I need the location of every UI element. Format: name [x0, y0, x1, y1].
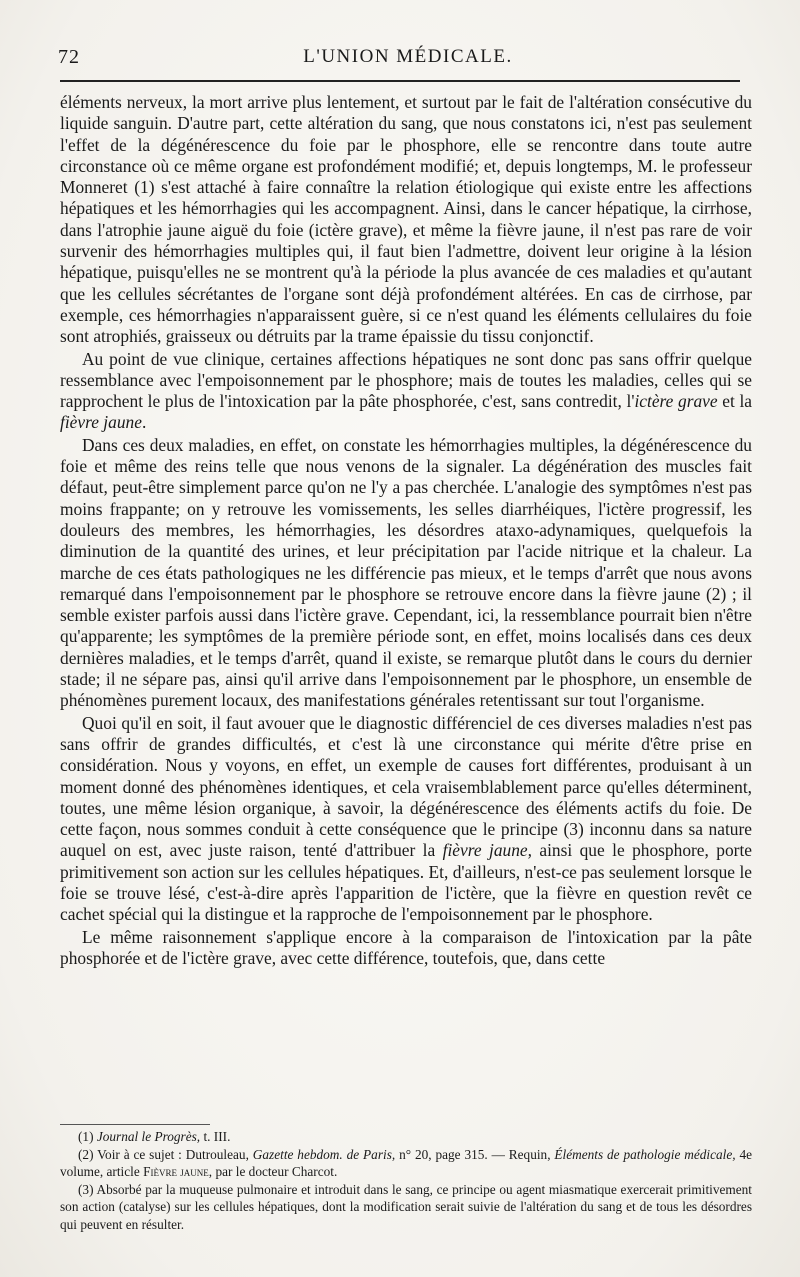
footnote-2-gazette: Gazette hebdom. de Paris,	[252, 1146, 396, 1162]
footnote-1	[60, 1128, 752, 1146]
footnote-1-volume: t. III.	[200, 1129, 231, 1144]
footnotes	[60, 1128, 752, 1233]
paragraph-1: éléments nerveux, la mort arrive plus lentement, et surtout par le fait de l'altération consécutive du liquide sanguin. D'autre part, cette altération du sang, que nous constatons ici, n'est pas seulement l'effet de la dégénérescence du foie par le phosphore, elle se rencontre dans toute autre circonstance où ce même organe est profondément modifié; et, depuis longtemps, M. le professeur Monneret (1) s'est attaché à faire connaître la relation étiologique qui existe entre les affections hépatiques et les hémorrhagies qui les accompagnent. Ainsi, dans le cancer hépatique, la cirrhose, dans l'atrophie jaune aiguë du foie (ictère grave), et même la fièvre jaune, il n'est pas rare de voir survenir des hémorrhagies multiples qui, il faut bien l'admettre, doivent leur origine à la lésion hépatique, puisqu'elles ne se montrent qu'à la période la plus avancée de ces maladies et qu'autant que les cellules sécrétantes de l'organe sont déjà profondément altérées. En cas de cirrhose, par exemple, ces hémorrhagies n'apparaissent guère, si ce n'est quand les éléments cellulaires du foie sont atrophiés, graisseux ou détruits par la trame épaissie du tissu conjonctif.	[60, 92, 752, 347]
footnote-2	[60, 1146, 752, 1181]
body-text	[60, 92, 752, 969]
paragraph-2-text-b: et la	[717, 391, 752, 412]
footnote-2-text-d: , par le docteur Charcot.	[208, 1164, 338, 1179]
paragraph-2-text-c: .	[141, 412, 147, 433]
footnote-1-marker: (1)	[78, 1129, 97, 1144]
paragraph-2-text-a: Au point de vue clinique, certaines affections hépatiques ne sont donc pas sans offrir quelque ressemblance avec l'empoisonnement par le phosphore; mais de toutes les maladies, celles qui se rapprochent le plus de l'intoxication par la pâte phosphorée, c'est, sans contredit, l'	[60, 348, 752, 412]
footnote-3: (3) Absorbé par la muqueuse pulmonaire et introduit dans le sang, ce principe ou agent miasmatique exercerait primitivement son action (catalyse) sur les cellules hépatiques, dont la modification serait suivie de l'altération du sang et de tous les désordres qui peuvent en résulter.	[60, 1181, 752, 1232]
paragraph-4-text-b: ainsi que le phosphore, porte primitivement son action sur les cellules hépatiques. Et, d'ailleurs, n'est-ce pas seulement lorsque le foie se trouve lésé, c'est-à-dire après l'apparition de l'ictère, que la fièvre en question revêt ce cachet spécial qui la distingue et la rapproche de l'empoisonnement par le phosphore.	[60, 840, 752, 925]
footnote-rule	[60, 1124, 210, 1125]
paragraph-2	[60, 349, 752, 434]
paragraph-4-text-a: Quoi qu'il en soit, il faut avouer que le diagnostic différenciel de ces diverses maladies n'est pas sans offrir de grandes difficultés, et c'est là une circonstance qui mérite d'être prise en considération. Nous y voyons, en effet, un exemple de causes fort différentes, produisant à un moment donné des phénomènes identiques, et cela vraisemblablement parce qu'elles déterminent, toutes, une même lésion organique, à savoir, la dégénérescence des éléments actifs du foie. De cette façon, nous sommes conduit à cette conséquence que le principe (3) inconnu dans sa nature auquel on est, avec juste raison, tenté d'attribuer la	[60, 712, 752, 861]
running-title: L'UNION MÉDICALE.	[303, 46, 513, 67]
page-number: 72	[58, 46, 80, 68]
paragraph-4	[60, 713, 752, 926]
paragraph-3: Dans ces deux maladies, en effet, on constate les hémorrhagies multiples, la dégénérescence du foie et même des reins telle que nous venons de la signaler. La dégénération des muscles fait défaut, peut-être simplement parce qu'on ne l'y a pas cherchée. L'analogie des symptômes n'est pas moins frappante; on y retrouve les vomissements, les selles diarrhéiques, l'ictère progressif, les douleurs des membres, les hémorrhagies, les désordres ataxo-adynamiques, quelquefois la diminution de la quantité des urines, et leur précipitation par l'acide nitrique et la chaleur. La marche de ces états pathologiques ne les différencie pas mieux, et le temps d'arrêt que nous avons remarqué dans l'empoisonnement par le phosphore se retrouve encore dans la fièvre jaune (2) ; il semble exister parfois aussi dans l'ictère grave. Cependant, ici, la ressemblance pourrait bien n'être qu'apparente; les symptômes de la première période sont, en effet, moins localisés dans ces deux dernières maladies, et le temps d'arrêt, quand il existe, se remarque plutôt dans le cours du dernier stade; il ne sépare pas, ainsi qu'il arrive dans l'empoisonnement par le phosphore, un ensemble de phénomènes purement locaux, des manifestations générales retentissant sur tout l'organisme.	[60, 434, 752, 711]
footnote-2-elements: Éléments de pathologie médicale,	[554, 1146, 736, 1162]
footnote-1-journal: Journal le Progrès,	[96, 1129, 201, 1144]
paragraph-2-italic-icterus: ictère grave	[634, 391, 718, 412]
header-rule	[60, 80, 740, 82]
footnote-2-text-a: (2) Voir à ce sujet : Dutrouleau,	[78, 1146, 253, 1162]
footnote-2-text-c: 4e volume, article	[60, 1146, 753, 1179]
paragraph-2-italic-yellow-fever: fièvre jaune	[60, 412, 142, 433]
page-header	[58, 44, 758, 74]
paragraph-5: Le même raisonnement s'applique encore à la comparaison de l'intoxication par la pâte phosphorée et de l'ictère grave, avec cette différence, toutefois, que, dans cette	[60, 926, 752, 968]
footnote-2-article: Fièvre jaune	[143, 1164, 209, 1179]
footnote-2-text-b: n° 20, page 315. — Requin,	[395, 1146, 555, 1162]
paragraph-4-italic-yellow-fever: fièvre jaune,	[442, 840, 532, 861]
